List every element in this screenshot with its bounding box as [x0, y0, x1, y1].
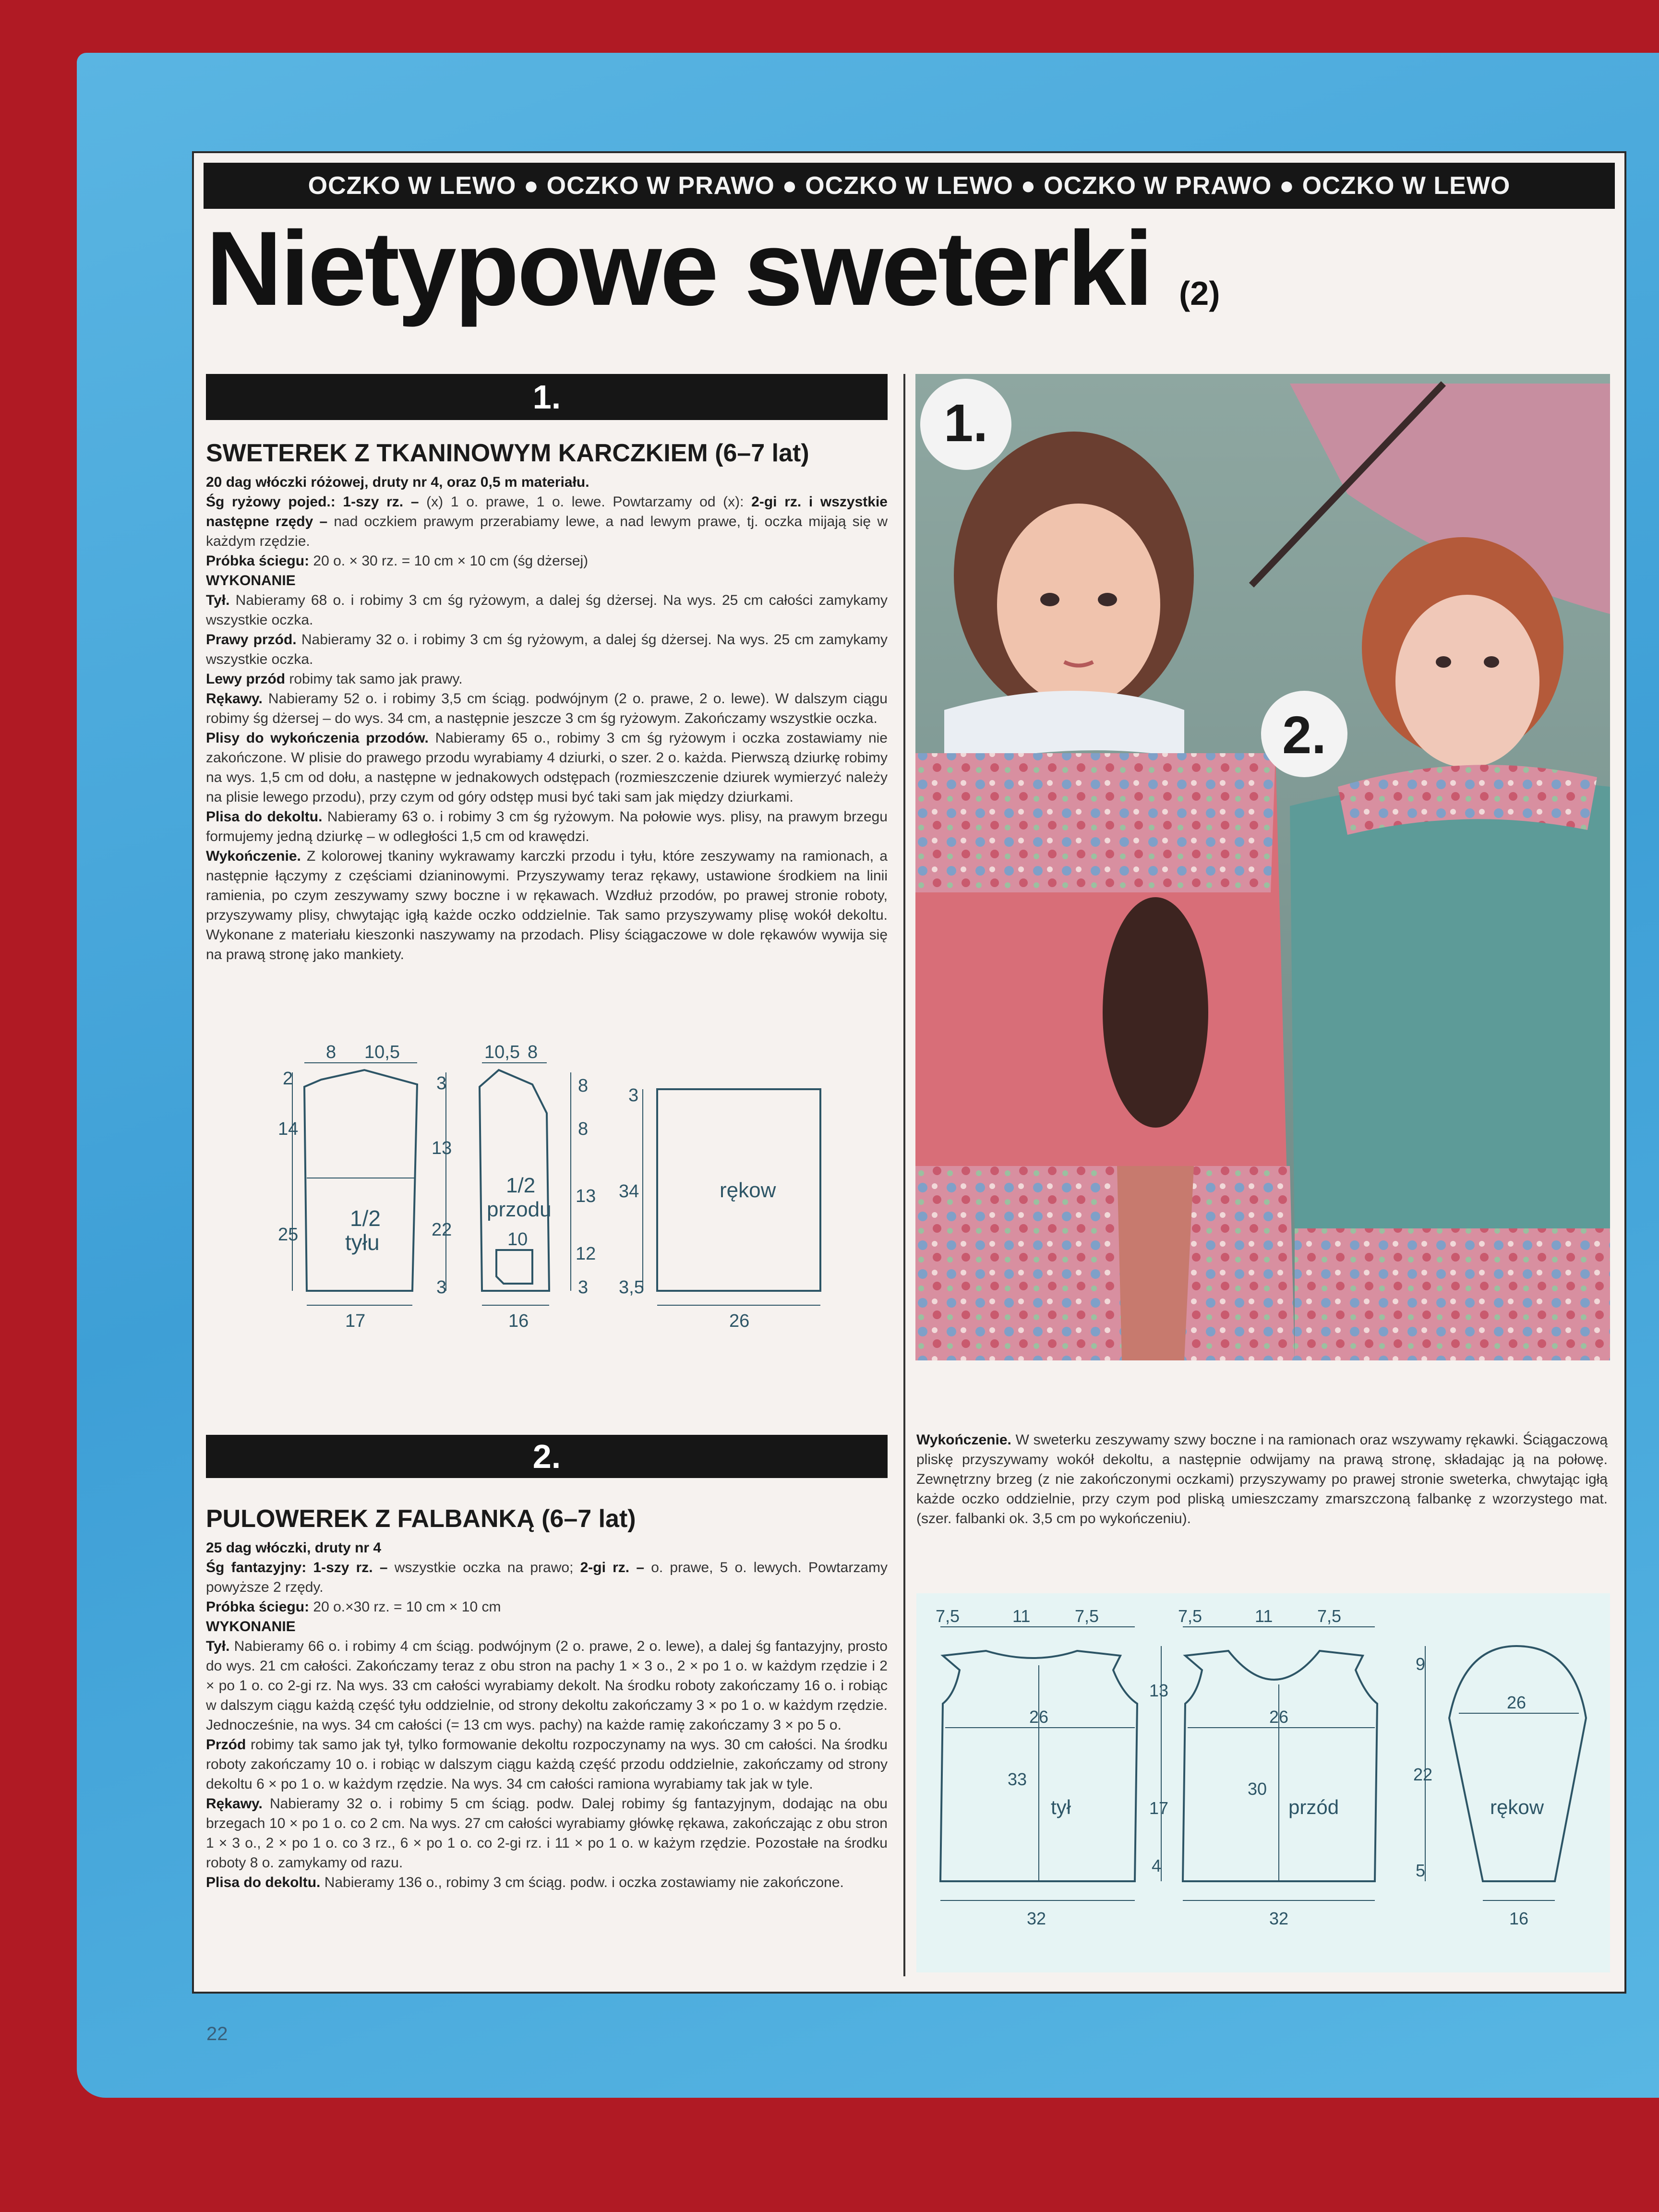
d1-front-label2: przodu	[487, 1198, 552, 1221]
d2-sleeve-22: 22	[1413, 1765, 1433, 1784]
section-1-text: 20 dag włóczki różowej, druty nr 4, oraz 0,5 m materiału. Śg ryżowy pojed.: 1-szy rz. – (x) 1 o. prawe, 1 o. lewe. Powtarzamy od (x): 2-gi rz. i wszystkie następne rzędy – nad oczkiem prawym przerabiamy lewe, a nad lewym prawe, tj. oczka mijają się w każdym rzędzie. Próbka ściegu: 20 o. × 30 rz. = 10 cm × 10 cm (śg dżersej) WYKONANIE Tył. Nabieramy 68 o. i robimy 3 cm śg ryżowym, a dalej śg dżersej. Na wys. 25 cm całości zamykamy wszystkie oczka. Prawy przód. Nabieramy 32 o. i robimy 3 cm śg ryżowym, a dalej śg dżersej. Na wys. 25 cm zamykamy wszystkie oczka. Lewy przód robimy tak samo jak prawy. Rękawy. Nabieramy 52 o. i robimy 3,5 cm ściąg. podwójnym (2 o. prawe, 2 o. lewe). W dalszym ciągu robimy śg dżersej – do wys. 34 cm, a następnie jeszcze 3 cm śg ryżowym. Zakończamy wszystkie oczka. Plisy do wykończenia przodów. Nabieramy 65 o., robimy 3 cm śg ryżowym i oczka zostawiamy nie zakończone. W plisie do prawego przodu wyrabiamy 4 dziurki, o szer. 2 o. każda. Pierwszą dziurkę robimy na wys. 1,5 cm od dołu, a następne w jednakowych odstępach (rozmieszczenie dziurek wymierzyć należy na plisie lewego przodu), przy czym od góry odstęp musi być taki sam jak między dziurkami. Plisa do dekoltu. Nabieramy 63 o. i robimy 3 cm śg ryżowym. Na połowie wys. plisy, na prawym brzegu formujemy jedną dziurkę – w odległości 1,5 cm od krawędzi. Wykończenie. Z kolorowej tkaniny wykrawamy karczki przodu i tyłu, które zeszywamy na ramionach, a następnie łączymy z częściami dzianinowymi. Przyszywamy teraz rękawy, ustawione środkiem na linii ramienia, po czym zeszywamy szwy boczne i w rękawach. Wzdłuż przodów, po prawej stronie roboty, przyszywamy plisy, chwytając igłą każde oczko oddzielnie. Tak samo przyszywamy plisę wokół dekoltu. Wykonane z materiału kieszonki naszywamy na przodach. Plisy ściągaczowe w dole rękawów wywija się na prawą stronę jako mankiety.	[206, 474, 888, 962]
d1-front-r13: 13	[576, 1186, 596, 1206]
d1-front-r8a: 8	[578, 1076, 589, 1096]
d2-sleeve-9: 9	[1416, 1654, 1426, 1674]
d1-front-3: 3	[436, 1073, 447, 1094]
title-text: Nietypowe sweterki	[206, 209, 1152, 327]
d1-front-22: 22	[432, 1220, 452, 1240]
column-divider	[903, 374, 905, 1976]
photo-illustration	[915, 374, 1610, 1360]
d1-back-neck: 2	[283, 1069, 293, 1089]
d1-back-14: 14	[278, 1119, 299, 1139]
d2-sleeve-5: 5	[1416, 1861, 1426, 1880]
d1-front-label1: 1/2	[506, 1174, 536, 1197]
d2-mid-4: 4	[1152, 1856, 1162, 1875]
photo-children-sweaters	[915, 374, 1610, 1360]
d1-sleeve-bottom: 26	[729, 1311, 750, 1331]
d1-front-13: 13	[432, 1138, 452, 1158]
d1-sleeve-34: 34	[619, 1181, 639, 1202]
d1-sleeve-label: rękow	[720, 1178, 776, 1202]
section-1-bar: 1.	[206, 374, 888, 420]
pattern-diagram-2-svg	[916, 1593, 1610, 1972]
d1-front-top2: 8	[528, 1044, 538, 1062]
d2-mid-17: 17	[1149, 1798, 1169, 1818]
page-number: 22	[206, 2023, 228, 2044]
page-title	[206, 209, 1220, 327]
pocket-shape	[496, 1250, 532, 1284]
section-1-heading: SWETEREK Z TKANINOWYM KARCZKIEM (6–7 lat)	[206, 439, 809, 467]
d2-front-label: przód	[1288, 1796, 1339, 1818]
d2-back-26: 26	[1029, 1707, 1049, 1727]
d2-back-top3: 7,5	[1075, 1606, 1099, 1626]
d1-back-25: 25	[278, 1225, 299, 1245]
sleeve-shape-2	[1449, 1646, 1586, 1881]
d1-front-r3: 3	[578, 1277, 589, 1298]
title-number: (2)	[1179, 275, 1220, 312]
section-2-heading: PULOWEREK Z FALBANKĄ (6–7 lat)	[206, 1505, 636, 1533]
section-2-text: 25 dag włóczki, druty nr 4 Śg fantazyjny: 1-szy rz. – wszystkie oczka na prawo; 2-gi rz. – o. prawe, 5 o. lewych. Powtarzamy powyższe 2 rzędy. Próbka ściegu: 20 o.×30 rz. = 10 cm × 10 cm WYKONANIE Tył. Nabieramy 66 o. i robimy 4 cm ściąg. podwójnym (2 o. prawe, 2 o. lewe), a dalej śg fantazyjny, prosto do wys. 21 cm całości. Zakończamy teraz z obu stron na pachy 1 × 3 o., 2 × po 1 o. w każdym rzędzie i 2 × po 1 o. co 2-gi rz. Na wys. 33 cm całości wyrabiamy dekolt. Na środku roboty zakończamy 16 o. i robiąc w dalszym ciągu każdą część tyłu oddzielnie, od strony dekoltu zakończamy 3 × po 1 o. w każdym rzędzie. Jednocześnie, na wys. 34 cm całości (= 13 cm wys. pachy) na każde ramię zakończamy 3 × po 5 o. Przód robimy tak samo jak tył, tylko formowanie dekoltu rozpoczynamy na wys. 30 cm całości. Na środku roboty zakończamy 10 o. i robiąc w dalszym ciągu każdą część przodu oddzielnie, zakończamy od strony dekoltu 6 × po 1 o. w każdym rzędzie. Na wys. 34 cm całości ramiona wyrabiamy tak jak w tyle. Rękawy. Nabieramy 32 o. i robimy 5 cm ściąg. podw. Dalej robimy śg fantazyjnym, dodając na obu brzegach 10 × po 1 o. co 2 cm. Na wys. 27 cm całości wyrabiamy główkę rękawa, zakończając z obu stron 1 × 3 o., 2 × po 1 o. co 3 rz., 6 × po 1 o. co 2-gi rz. i 11 × po 1 o. w każym rzędzie. Pozostałe na środku roboty 8 o. zamykamy od razu. Plisa do dekoltu. Nabieramy 136 o., robimy 3 cm ściąg. podw. i oczka zostawiamy nie zakończone.	[206, 1540, 888, 1890]
d1-front-pocket: 10	[507, 1229, 528, 1250]
d2-mid-13: 13	[1149, 1681, 1169, 1700]
d2-front-26: 26	[1269, 1707, 1289, 1727]
photo-badge-2: 2.	[1282, 706, 1326, 765]
d1-front-bottom: 16	[508, 1311, 529, 1331]
d1-back-bottom: 17	[345, 1311, 366, 1331]
d2-front-top2: 11	[1255, 1606, 1273, 1626]
front-shape-2	[1183, 1651, 1377, 1881]
d2-front-bottom: 32	[1269, 1909, 1289, 1928]
d2-back-33: 33	[1008, 1769, 1027, 1789]
d2-sleeve-26: 26	[1507, 1693, 1527, 1712]
d1-front-r12: 12	[576, 1244, 596, 1264]
d2-back-bottom: 32	[1027, 1909, 1046, 1928]
d2-front-30: 30	[1248, 1779, 1267, 1799]
d1-back-label1: 1/2	[350, 1206, 381, 1231]
d1-back-label2: tyłu	[345, 1230, 380, 1255]
d1-sleeve-35: 3,5	[619, 1277, 644, 1298]
d2-back-top2: 11	[1012, 1606, 1031, 1626]
d1-back-top2: 10,5	[364, 1044, 400, 1062]
photo-badge-1: 1.	[944, 394, 988, 453]
back-shape	[304, 1070, 417, 1291]
section-2-bar: 2.	[206, 1435, 888, 1478]
d2-back-label: tył	[1051, 1796, 1071, 1818]
d1-back-top1: 8	[326, 1044, 337, 1062]
d2-back-top1: 7,5	[936, 1606, 960, 1626]
d1-sleeve-3: 3	[628, 1085, 639, 1106]
d2-sleeve-label: rękow	[1490, 1796, 1544, 1818]
magazine-page	[192, 151, 1626, 1994]
pattern-diagram-2	[916, 1593, 1610, 1972]
d1-front-3b: 3	[436, 1277, 447, 1298]
d2-sleeve-bottom: 16	[1509, 1909, 1529, 1928]
d2-front-top3: 7,5	[1317, 1606, 1342, 1626]
d1-front-top1: 10,5	[484, 1044, 520, 1062]
top-banner: OCZKO W LEWO ● OCZKO W PRAWO ● OCZKO W LEWO ● OCZKO W PRAWO ● OCZKO W LEWO	[204, 163, 1615, 209]
pattern-diagram-1	[206, 1044, 888, 1351]
pattern-diagram-1-svg	[206, 1044, 888, 1351]
d1-front-r8b: 8	[578, 1119, 589, 1139]
d2-front-top1: 7,5	[1178, 1606, 1202, 1626]
section-2-finishing-text: Wykończenie. W sweterku zeszywamy szwy boczne i na ramionach oraz wszywamy rękawki. Ściągaczową pliskę przyszywamy wokół dekoltu, a następnie odwijamy na prawą stronę, składając ją na połowę. Zewnętrzny brzeg (z nie zakończonymi oczkami) przyszywamy po prawej stronie sweterka, chwytając igłą każde oczko oddzielnie, przy czym pod pliską umieszczamy zmarszczoną falbankę z wzorzystego mat. (szer. falbanki ok. 3,5 cm po wykończeniu).	[916, 1432, 1608, 1527]
